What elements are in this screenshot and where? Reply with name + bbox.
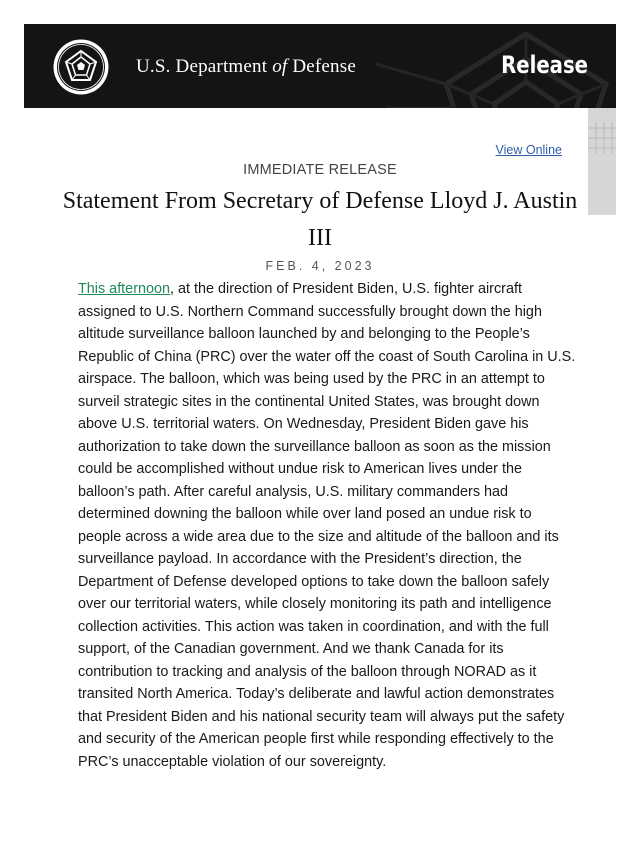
release-label: Release xyxy=(501,51,588,79)
organization-name xyxy=(136,56,356,78)
org-name-of: of xyxy=(272,56,288,77)
release-date: FEB. 4, 2023 xyxy=(265,259,375,273)
org-name-part2: Defense xyxy=(287,56,356,77)
statement-body-text: , at the direction of President Biden, U.S. fighter aircraft assigned to U.S. Northern Command successfully brought down the high altitude surveillance balloon launched by and belonging to the People’s Republic of China (PRC) over the water off the coast of South Carolina in U.S. airspace. The balloon, which was being used by the PRC in an attempt to surveil strategic sites in the continental United States, was brought down above U.S. territorial waters. On Wednesday, President Biden gave his authorization to take down the surveillance balloon as soon as the mission could be accomplished without undue risk to American lives under the balloon’s path. After careful analysis, U.S. military commanders had determined downing the balloon while over land posed an undue risk to people across a wide area due to the size and altitude of the balloon and its surveillance payload. In accordance with the President’s direction, the Department of Defense developed options to take down the balloon safely over our territorial waters, while closely monitoring its path and intelligence collection activities. This action was taken in coordination, and with the full support, of the Canadian government. And we thank Canada for its contribution to tracking and analysis of the balloon through NORAD as it transited North America. Today’s deliberate and lawful action demonstrates that President Biden and his national security team will always put the safety and security of the American people first while responding effectively to the PRC’s unacceptable violation of our sovereignty. xyxy=(78,281,576,770)
immediate-release-label: IMMEDIATE RELEASE xyxy=(243,162,397,178)
page-title: Statement From Secretary of Defense Lloyd J. Austin III xyxy=(62,188,578,251)
view-online-link[interactable]: View Online xyxy=(495,143,562,157)
this-afternoon-link[interactable]: This afternoon xyxy=(78,281,170,297)
pentagon-seal-icon xyxy=(52,38,110,96)
org-name-part1: U.S. Department xyxy=(136,56,273,77)
header-banner xyxy=(24,24,616,108)
statement-body xyxy=(78,278,578,773)
